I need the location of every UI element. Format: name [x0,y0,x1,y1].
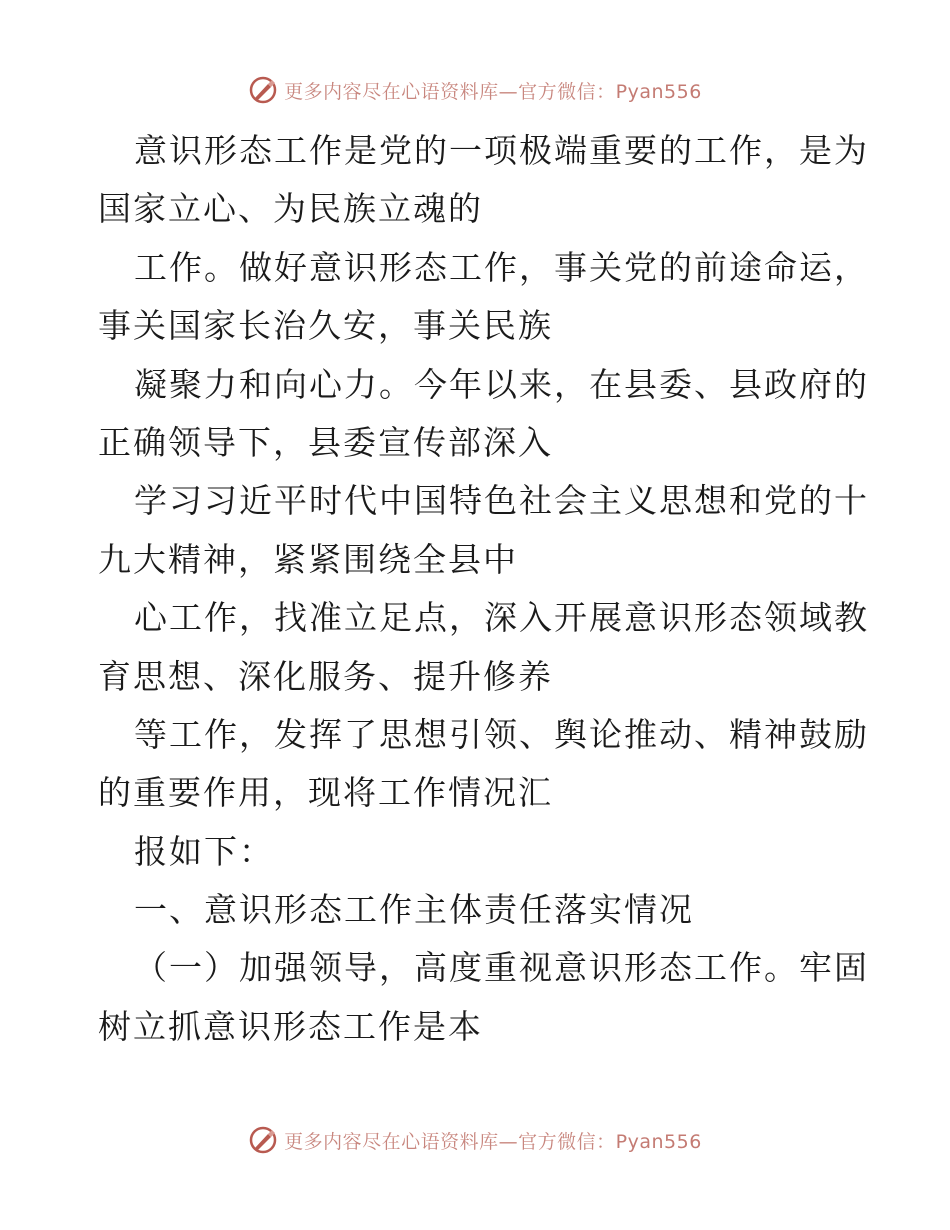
body-line: 育思想、深化服务、提升修养 [98,656,553,696]
body-line: 意识形态工作是党的一项极端重要的工作，是为 [134,131,869,170]
body-line: 正确领导下，县委宣传部深入 [98,422,553,462]
header-banner-text: 更多内容尽在心语资料库—官方微信：Pyan556 [284,80,702,103]
body-line: 树立抓意识形态工作是本 [98,1006,483,1046]
header-watermark-banner [0,72,950,108]
body-line: 事关国家长治久安，事关民族 [98,306,553,346]
body-line: 工作。做好意识形态工作，事关党的前途命运， [134,247,869,287]
pen-logo-icon [248,1125,278,1155]
body-line: 报如下： [134,831,274,871]
footer-banner-id: Pyan556 [615,1130,702,1153]
subsection-heading: （一）加强领导，高度重视意识形态工作。牢固 [134,948,869,988]
pen-logo-icon [248,75,278,105]
body-line: 心工作，找准立足点，深入开展意识形态领域教 [134,598,869,638]
document-body [98,122,869,1056]
footer-watermark-banner [0,1122,950,1158]
section-heading: 一、意识形态工作主体责任落实情况 [134,890,694,930]
body-line: 凝聚力和向心力。今年以来，在县委、县政府的 [134,364,869,404]
header-banner-id: Pyan556 [615,80,702,103]
body-line: 学习习近平时代中国特色社会主义思想和党的十 [134,481,869,521]
body-line: 九大精神，紧紧围绕全县中 [98,539,518,579]
body-line: 国家立心、为民族立魂的 [98,189,483,229]
footer-banner-text: 更多内容尽在心语资料库—官方微信：Pyan556 [284,1130,702,1153]
body-line: 的重要作用，现将工作情况汇 [98,773,553,813]
body-line: 等工作，发挥了思想引领、舆论推动、精神鼓励 [134,714,869,754]
